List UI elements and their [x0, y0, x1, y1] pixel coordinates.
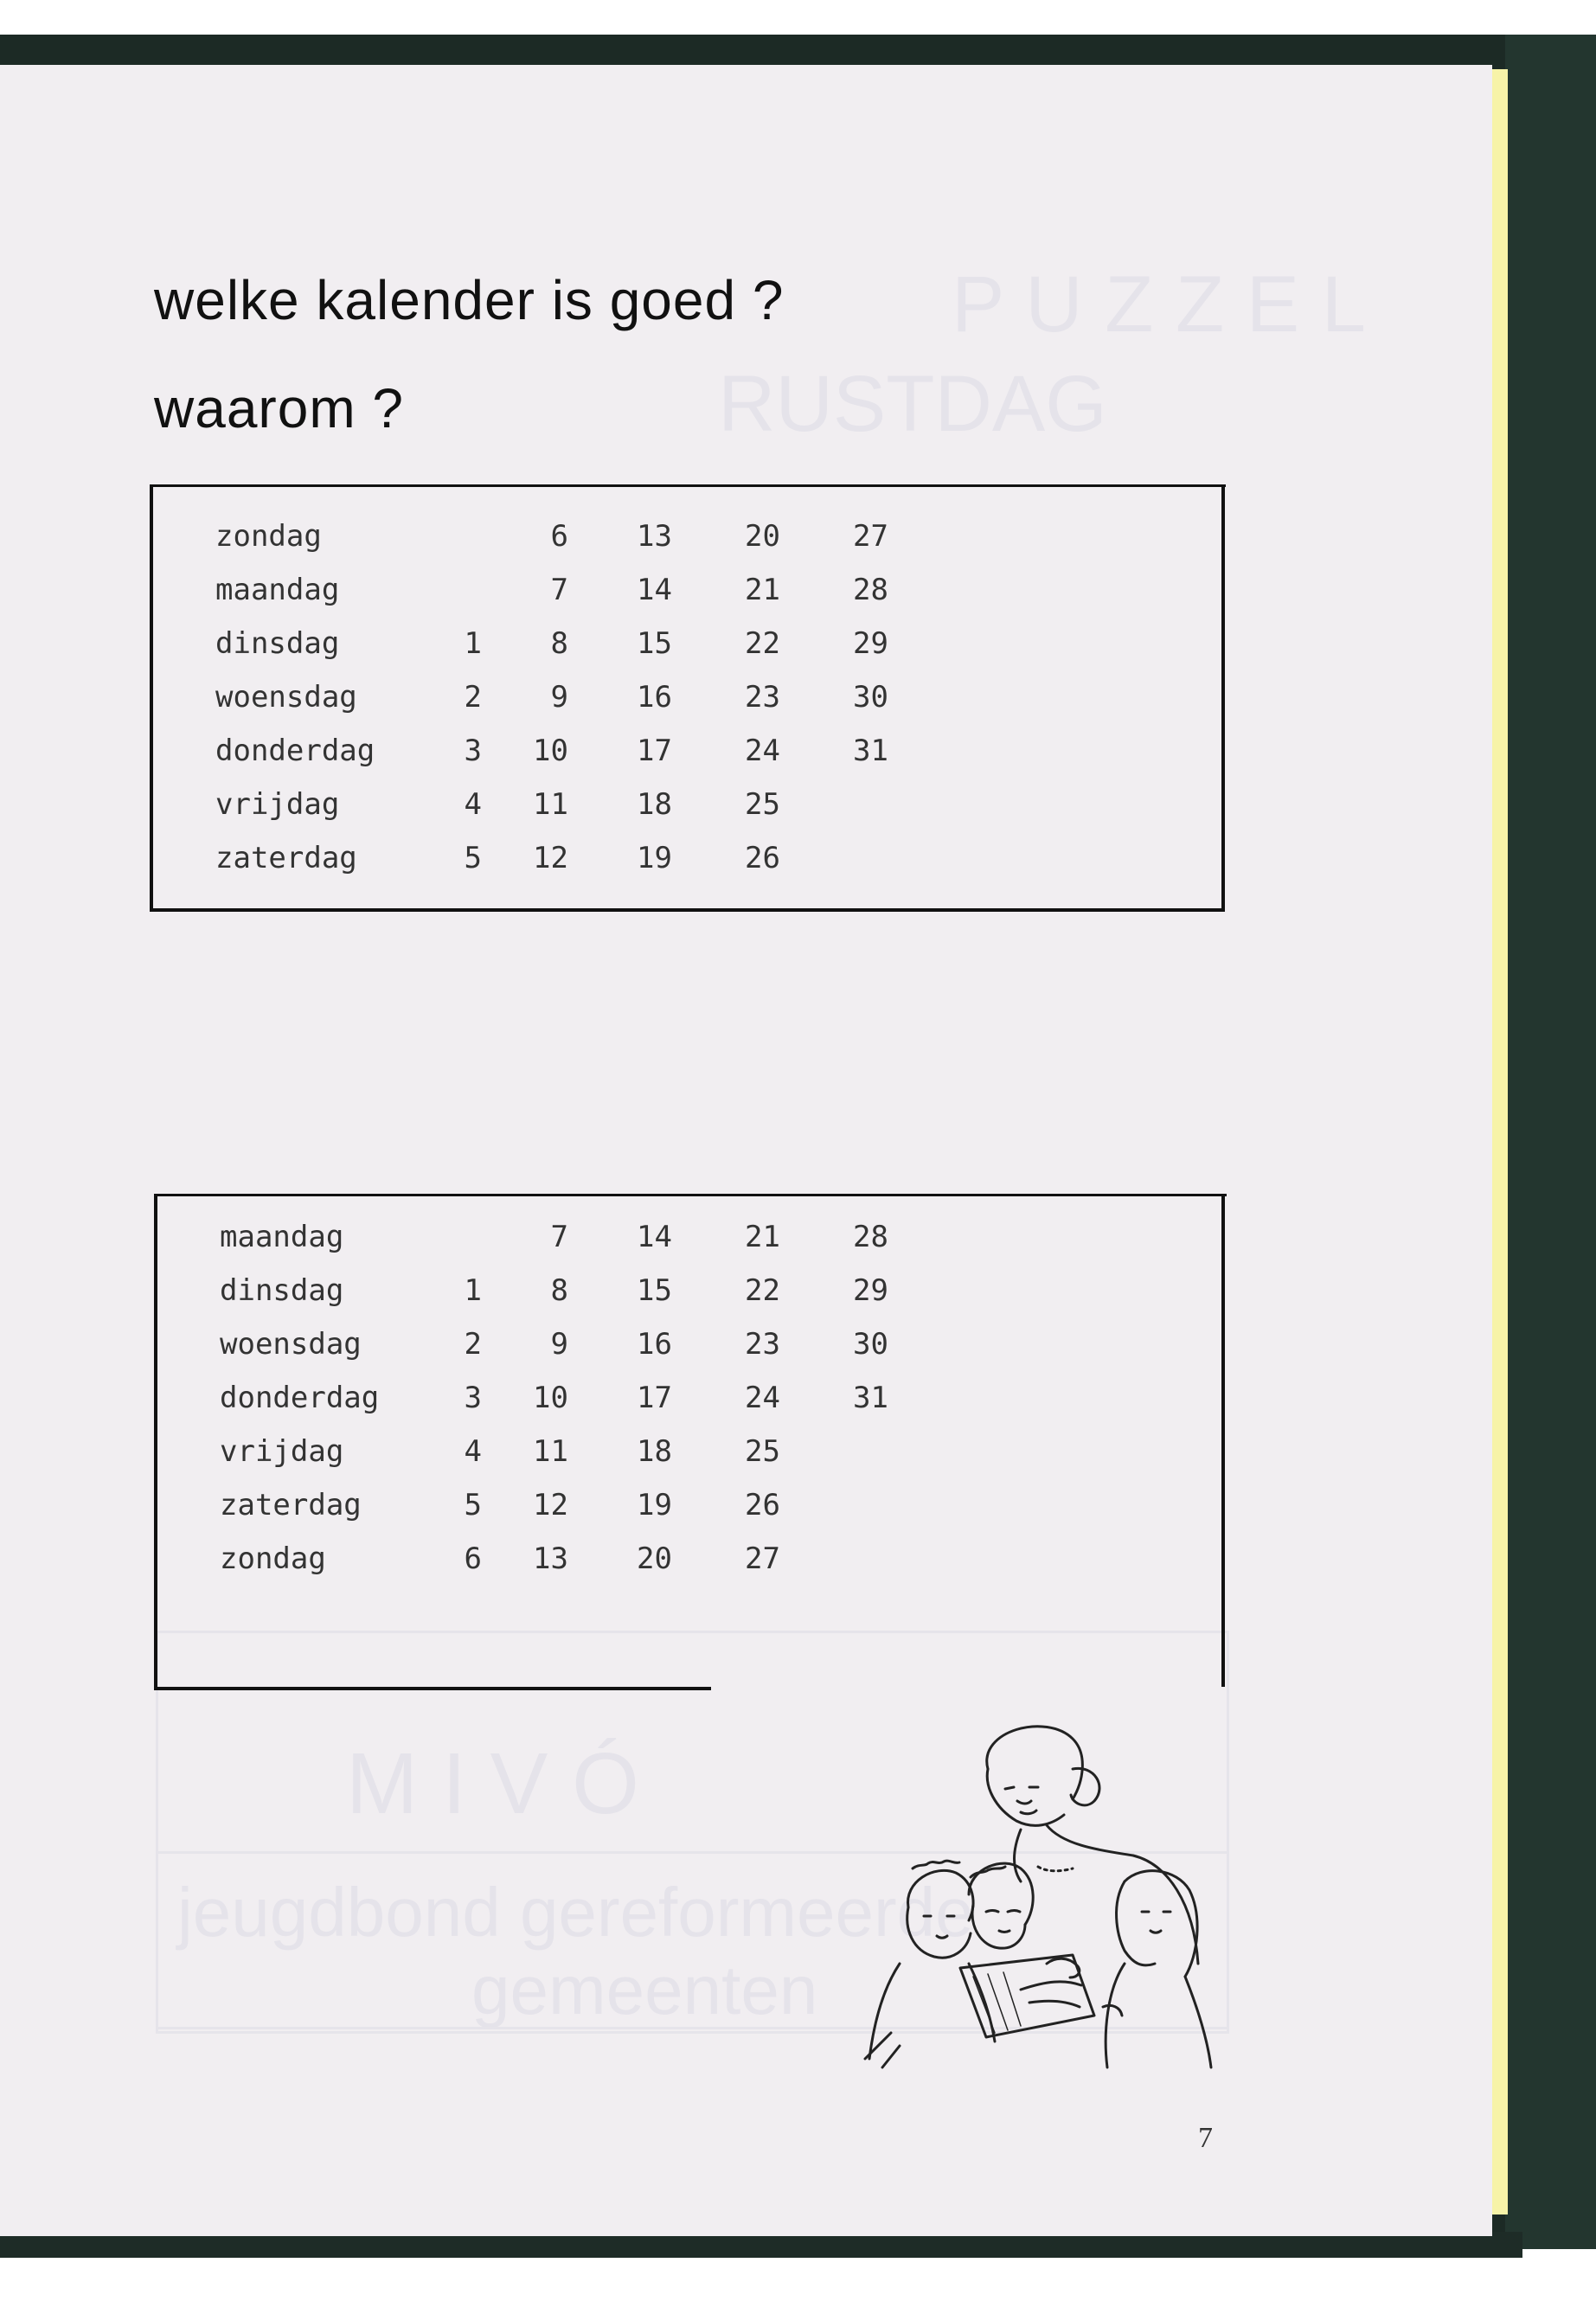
date-cell: 12	[533, 841, 568, 875]
date-cell: 31	[853, 734, 888, 768]
date-cell: 22	[745, 1273, 780, 1308]
show-through-org-2: gemeenten	[471, 1952, 818, 2029]
show-through-subtitle: RUSTDAG	[718, 360, 1107, 448]
question-subheading: waarom ?	[154, 377, 404, 439]
date-cell: 16	[637, 680, 672, 715]
date-cell: 22	[745, 626, 780, 661]
date-cell: 2	[464, 1327, 482, 1362]
date-cell: 31	[853, 1381, 888, 1415]
date-cell: 25	[745, 1434, 780, 1469]
date-cell: 21	[745, 1220, 780, 1254]
date-cell: 10	[533, 734, 568, 768]
page-number: 7	[1198, 2122, 1213, 2154]
date-cell: 3	[464, 1381, 482, 1415]
date-cell: 17	[637, 1381, 672, 1415]
date-cell: 1	[464, 626, 482, 661]
scan-top-margin	[0, 0, 1596, 35]
date-cell: 16	[637, 1327, 672, 1362]
mother-and-children-illustration	[761, 1704, 1246, 2102]
date-cell: 13	[637, 519, 672, 554]
date-cell: 20	[637, 1541, 672, 1576]
date-cell: 28	[853, 573, 888, 607]
date-cell: 14	[637, 573, 672, 607]
weekday-label: zondag	[220, 1541, 326, 1576]
weekday-label: vrijdag	[215, 787, 340, 822]
date-cell: 23	[745, 1327, 780, 1362]
date-cell: 27	[853, 519, 888, 554]
date-cell: 28	[853, 1220, 888, 1254]
weekday-label: woensdag	[215, 680, 357, 715]
date-cell: 21	[745, 573, 780, 607]
date-cell: 27	[745, 1541, 780, 1576]
date-cell: 25	[745, 787, 780, 822]
book-page	[0, 65, 1492, 2236]
date-cell: 6	[464, 1541, 482, 1576]
date-cell: 7	[550, 573, 568, 607]
calendar-b-top-border	[157, 1194, 1227, 1196]
weekday-label: zaterdag	[220, 1488, 362, 1522]
show-through-logo: M I V Ó	[346, 1735, 639, 1832]
date-cell: 1	[464, 1273, 482, 1308]
weekday-label: maandag	[215, 573, 340, 607]
date-cell: 14	[637, 1220, 672, 1254]
date-cell: 4	[464, 1434, 482, 1469]
date-cell: 4	[464, 787, 482, 822]
weekday-label: dinsdag	[215, 626, 340, 661]
question-heading: welke kalender is goed ?	[154, 269, 785, 331]
weekday-label: woensdag	[220, 1327, 362, 1362]
calendar-b	[154, 1194, 1225, 1687]
date-cell: 11	[533, 787, 568, 822]
date-cell: 15	[637, 1273, 672, 1308]
date-cell: 9	[550, 1327, 568, 1362]
date-cell: 26	[745, 841, 780, 875]
date-cell: 17	[637, 734, 672, 768]
date-cell: 3	[464, 734, 482, 768]
date-cell: 30	[853, 1327, 888, 1362]
show-through-title: P U Z Z E L	[952, 260, 1366, 349]
calendar-b-bottom-border	[154, 1687, 711, 1690]
date-cell: 10	[533, 1381, 568, 1415]
date-cell: 6	[550, 519, 568, 554]
date-cell: 20	[745, 519, 780, 554]
date-cell: 15	[637, 626, 672, 661]
weekday-label: vrijdag	[220, 1434, 344, 1469]
date-cell: 19	[637, 841, 672, 875]
weekday-label: zaterdag	[215, 841, 357, 875]
date-cell: 13	[533, 1541, 568, 1576]
date-cell: 18	[637, 1434, 672, 1469]
weekday-label: donderdag	[215, 734, 375, 768]
date-cell: 23	[745, 680, 780, 715]
book-cover-edge	[1505, 35, 1596, 2249]
date-cell: 5	[464, 1488, 482, 1522]
page-stack-edge	[1492, 69, 1508, 2214]
weekday-label: maandag	[220, 1220, 344, 1254]
date-cell: 18	[637, 787, 672, 822]
weekday-label: donderdag	[220, 1381, 380, 1415]
weekday-label: dinsdag	[220, 1273, 344, 1308]
date-cell: 9	[550, 680, 568, 715]
date-cell: 7	[550, 1220, 568, 1254]
calendar-a	[150, 484, 1225, 912]
date-cell: 11	[533, 1434, 568, 1469]
date-cell: 29	[853, 626, 888, 661]
date-cell: 8	[550, 1273, 568, 1308]
date-cell: 5	[464, 841, 482, 875]
date-cell: 29	[853, 1273, 888, 1308]
date-cell: 30	[853, 680, 888, 715]
date-cell: 2	[464, 680, 482, 715]
date-cell: 12	[533, 1488, 568, 1522]
show-through-org: jeugdbond gereformeerde	[177, 1874, 974, 1951]
date-cell: 24	[745, 1381, 780, 1415]
date-cell: 24	[745, 734, 780, 768]
date-cell: 8	[550, 626, 568, 661]
calendar-a-top-border	[153, 484, 1226, 487]
date-cell: 26	[745, 1488, 780, 1522]
date-cell: 19	[637, 1488, 672, 1522]
weekday-label: zondag	[215, 519, 322, 554]
